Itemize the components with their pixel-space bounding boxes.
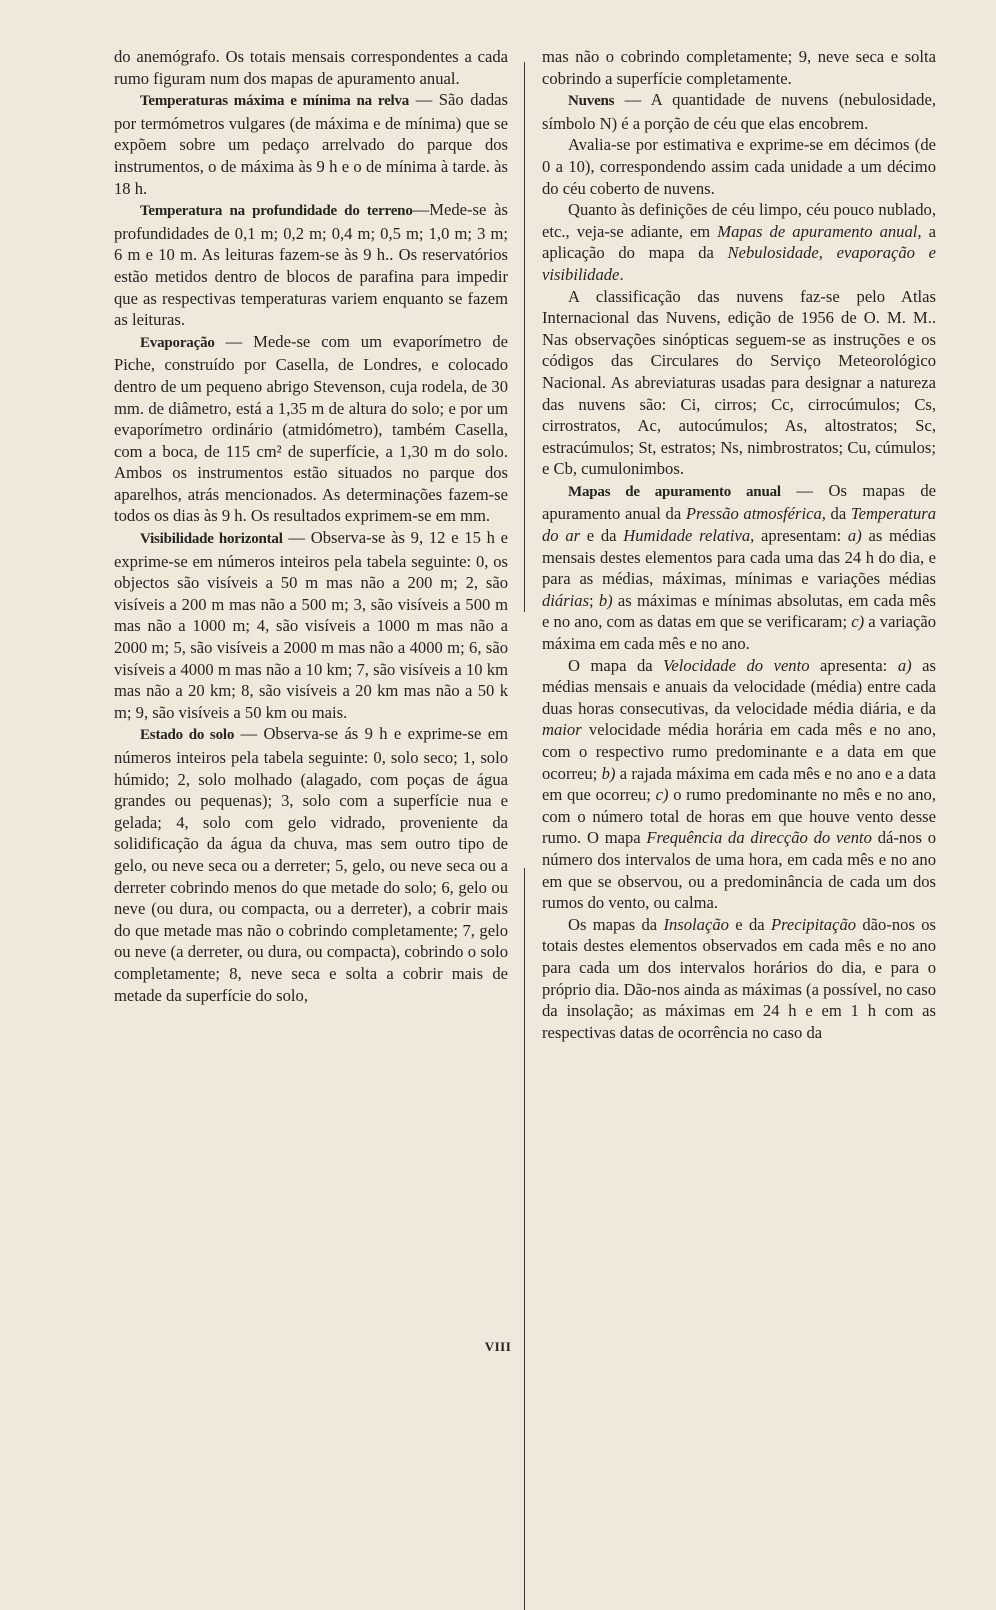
nuvens-paragraph-4: A classificação das nuvens faz-se pelo Atlas Internacional das Nuvens, edição de 1956 de O. M. M.. Nas observações sinópticas seguem-se as instruções e os códigos das Circulares do Serviço Meteorológico Nacional. As abreviaturas usadas para designar a natureza das nuvens são: Ci, cirros; Cc, cirrocúmulos; Cs, cirrostratos, Ac, autocúmulos; As, altostratos; Sc, estracúmulos; St, estratos; Ns, nimbrostratos; Cu, cúmulos; e Cb, cumulonimbos.	[542, 286, 936, 479]
insolacao-paragraph: Os mapas da Insolação e da Precipitação dão-nos os totais destes elementos observados em cada mês e no ano para cada um dos intervalos horários do dia, e para o próprio dia. Dão-nos ainda as máximas (a possível, no caso da insolação; as máximas em 24 h e em 1 h com as respectivas datas de ocorrência no caso da	[542, 914, 937, 1042]
section-heading: Evaporação	[140, 334, 215, 351]
section-evaporacao: Evaporação — Mede-se com um evaporímetro de Piche, construído por Casella, de Londres, e colocado dentro de um pequeno abrigo Stevenson, cuja rodela, de 30 mm. de diâmetro, está a 1,35 m de altura do solo; e por um evaporímetro ordinário (atmidómetro), também Casella, com a boca, de 115 cm² de superfície, a 1,30 m do solo. Ambos os instrumentos estão situados no parque dos aparelhos, atrás mencionados. As determinações fazem-se todos os dias às 9 h. Os resultados exprimem-se em mm.	[114, 331, 509, 526]
nuvens-paragraph-3: Quanto às definições de céu limpo, céu pouco nublado, etc., veja-se adiante, em Mapas de apuramento anual, a aplicação do mapa da Nebulosidade, evaporação e visibilidade.	[542, 200, 936, 284]
section-heading: Temperatura na profundidade do terreno	[140, 203, 413, 220]
section-heading: Estado do solo	[140, 727, 235, 744]
nuvens-paragraph-2: Avalia-se por estimativa e exprime-se em décimos (de 0 a 10), correspondendo assim cada unidade a um décimo do céu coberto de nuvens.	[542, 135, 936, 198]
section-temp-terreno: Temperatura na profundidade do terreno—Mede-se às profundidades de 0,1 m; 0,2 m; 0,4 m; 0,5 m; 1,0 m; 3 m; 6 m e 10 m. As leituras fazem-se às 9 h.. Os reservatórios estão metidos dentro de blocos de parafina para impedir que as respectivas temperaturas variem enquanto se fazem as leituras.	[114, 200, 508, 330]
section-mapas: Mapas de apuramento anual — Os mapas de apuramento anual da Pressão atmosférica, da Temperatura do ar e da Humidade relativa, apresentam: a) as médias mensais destes elementos para cada uma das 24 h do dia, e para as médias, máximas, mínimas e variações médias diárias; b) as máximas e mínimas absolutas, em cada mês e no ano, com as datas em que se verificaram; c) a variação máxima em cada mês e no ano.	[542, 480, 937, 654]
section-heading: Mapas de apuramento anual	[568, 483, 781, 500]
section-estado-solo: Estado do solo — Observa-se ás 9 h e exprime-se em números inteiros pela tabela seguinte: 0, solo seco; 1, solo húmido; 2, solo molhado (alagado, com poças de água grandes ou pequenas); 3, solo com a superfície nua e gelada; 4, solo com gelo vidrado, proveniente da solidificação da água da chuva, mas sem outro tipo de gelo, ou neve seca ou a derreter; 5, gelo, ou neve seca ou a derreter cobrindo menos do que metade do solo; 6, gelo ou neve (ou dura, ou compacta, ou a derreter), a cobrir mais do que metade mas não o cobrindo completamente; 7, gelo ou neve (a derreter, ou dura, ou compacta), cobrindo o solo completamente; 8, neve seca e solta a cobrir mais de metade da superfície do solo,	[114, 724, 508, 1005]
section-heading: Visibilidade horizontal	[140, 531, 283, 548]
section-visibilidade: Visibilidade horizontal — Observa-se às 9, 12 e 15 h e exprime-se em números inteiros pela tabela seguinte: 0, os objectos são visíveis a 50 m mas não a 200 m; 2, são visíveis a 200 m mas não a 500 m; 3, são visíveis a 500 m mas não a 1000 m; 4, são visíveis a 1000 m mas não a 2000 m; 5, são visíveis a 2000 m mas não a 4000 m; 6, são visíveis a 4000 m mas não a 10 km; 7, são visíveis a 10 km mas não a 20 km; 8, são visíveis a 20 km mas não a 50 k m; 9, são visíveis a 50 km ou mais.	[114, 528, 508, 722]
left-column	[114, 46, 508, 1006]
section-nuvens: Nuvens — A quantidade de nuvens (nebulosidade, símbolo N) é a porção de céu que elas encobrem.	[542, 90, 936, 133]
column-divider-top	[524, 62, 525, 612]
column-divider-bottom	[524, 868, 525, 1610]
continuation-paragraph: mas não o cobrindo completamente; 9, neve seca e solta cobrindo a superfície completamente.	[542, 47, 936, 88]
vento-paragraph: O mapa da Velocidade do vento apresenta: a) as médias mensais e anuais da velocidade (média) entre cada duas horas consecutivas, da velocidade média diária, e da maior velocidade média horária em cada mês e no ano, com o respectivo rumo predominante e a data em que ocorreu; b) a rajada máxima em cada mês e no ano e a data em que ocorreu; c) o rumo predominante no mês e no ano, com o número total de horas em que houve vento desse rumo. O mapa Frequência da direcção do vento dá-nos o número dos intervalos de uma hora, em cada mês e no ano em que se observou, ou a predominância de cada um dos rumos do vento, ou calma.	[542, 655, 937, 913]
right-column	[542, 46, 936, 1043]
section-temp-relva: Temperaturas máxima e mínima na relva — São dadas por termómetros vulgares (de máxima e de mínima) que se expõem sobre um pedaço arrelvado do parque dos instrumentos, o de máxima às 9 h e o de mínima à tarde. às 18 h.	[114, 90, 508, 198]
section-heading: Nuvens	[568, 93, 615, 110]
page-number: VIII	[484, 1339, 512, 1354]
section-heading: Temperaturas máxima e mínima na relva	[140, 93, 410, 110]
intro-paragraph: do anemógrafo. Os totais mensais correspondentes a cada rumo figuram num dos mapas de apuramento anual.	[114, 47, 508, 88]
